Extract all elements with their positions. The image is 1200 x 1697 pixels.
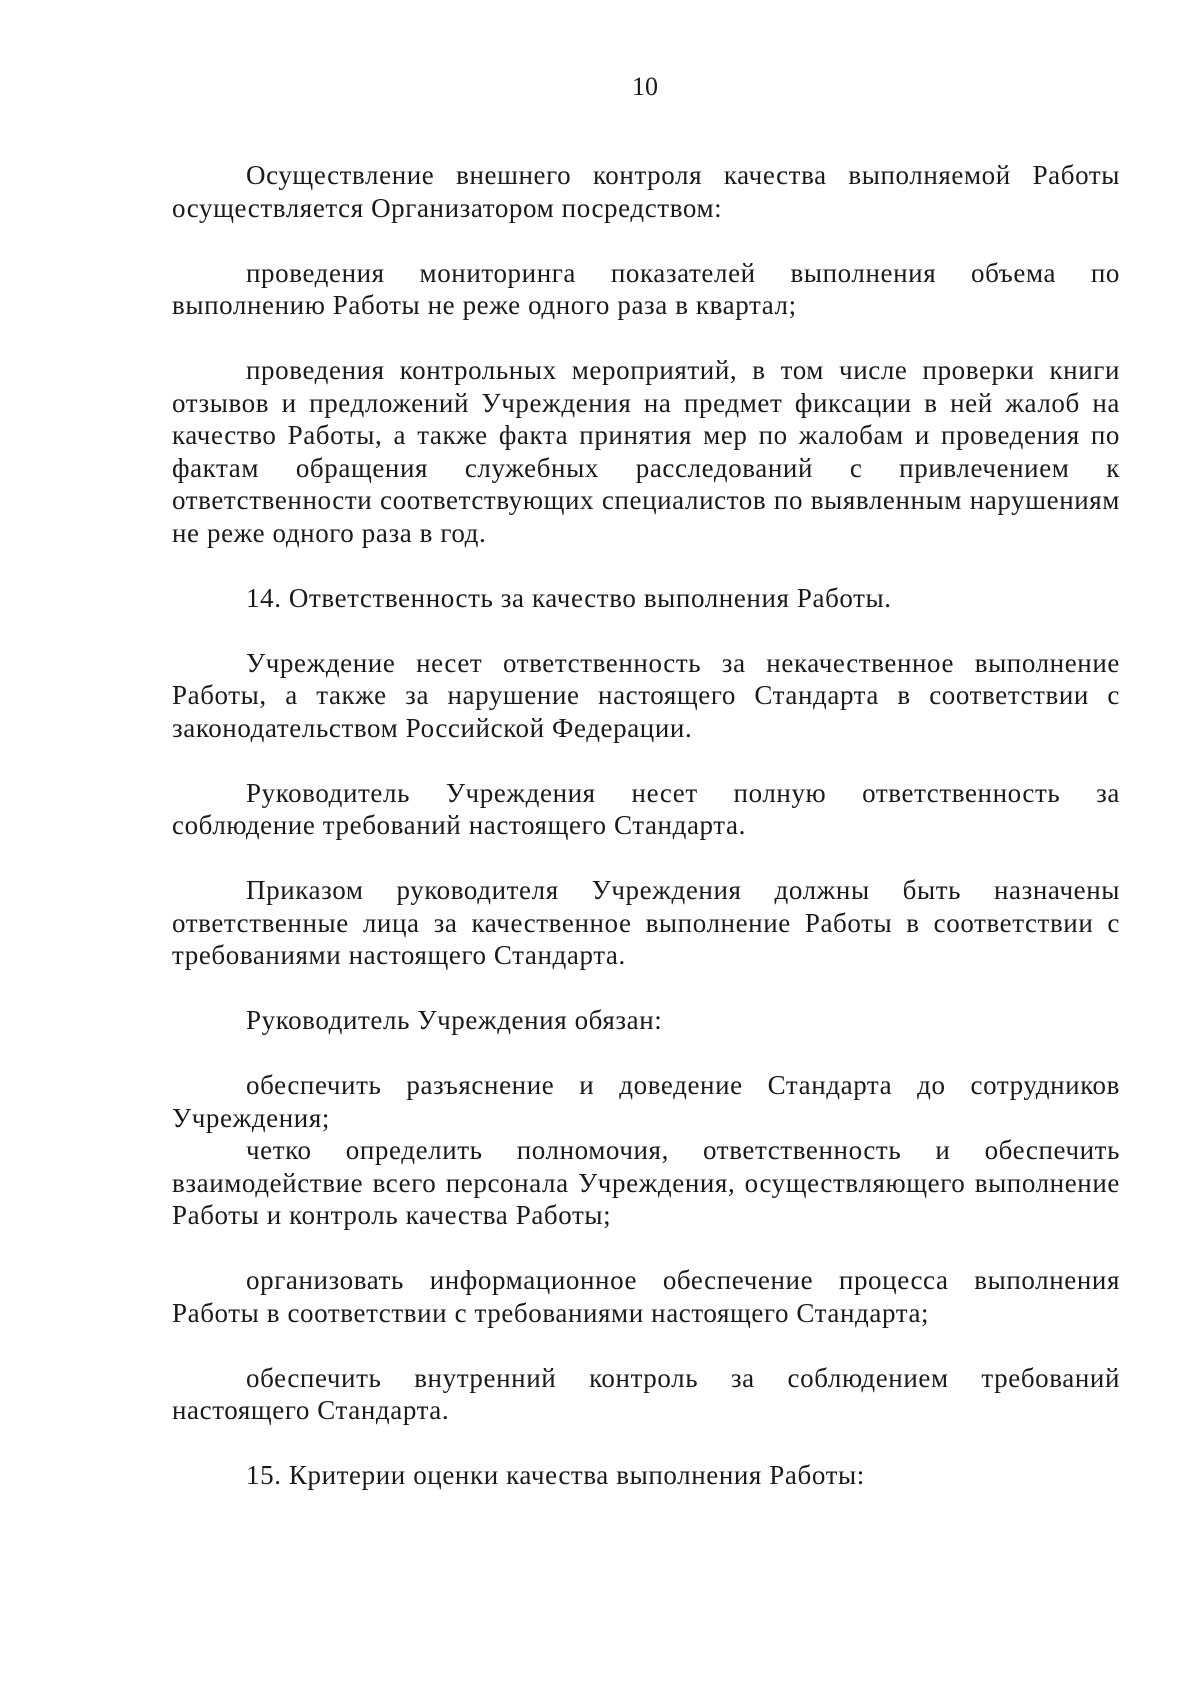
paragraph-head-obliged: Руководитель Учреждения обязан: xyxy=(246,1005,663,1035)
paragraph-monitoring: проведения мониторинга показателей выполнения объема по выполнению Работы не реже одного раза в квартал; xyxy=(172,257,1120,320)
paragraph-order-of-head: Приказом руководителя Учреждения должны быть назначены ответственные лица за качественное выполнение Работы в соответствии с требованиями настоящего Стандарта. xyxy=(172,875,1120,970)
section-heading-14: 14. Ответственность за качество выполнения Работы. xyxy=(246,582,892,613)
paragraph-institution-responsibility: Учреждение несет ответственность за некачественное выполнение Работы, а также за нарушение настоящего Стандарта в соответствии с законодательством Российской Федерации. xyxy=(172,647,1120,743)
section-heading-15: 15. Критерии оценки качества выполнения Работы: xyxy=(246,1460,865,1490)
paragraph-external-control: Осуществление внешнего контроля качества выполняемой Работы осуществляется Организатором посредством: xyxy=(172,160,1120,223)
list-item-internal-control: обеспечить внутренний контроль за соблюдением требований настоящего Стандарта. xyxy=(172,1362,1120,1425)
list-item-define-powers: четко определить полномочия, ответственность и обеспечить взаимодействие всего персонала Учреждения, осуществляющего выполнение Работы и контроль качества Работы; xyxy=(172,1135,1120,1230)
list-item-information-support: организовать информационное обеспечение процесса выполнения Работы в соответствии с требованиями настоящего Стандарта; xyxy=(172,1265,1120,1328)
document-body xyxy=(172,159,1120,1524)
list-item-explain-standard: обеспечить разъяснение и доведение Стандарта до сотрудников Учреждения; xyxy=(172,1070,1120,1133)
paragraph-head-responsibility: Руководитель Учреждения несет полную ответственность за соблюдение требований настоящего Стандарта. xyxy=(172,777,1120,840)
paragraph-control-measures: проведения контрольных мероприятий, в том числе проверки книги отзывов и предложений Учреждения на предмет фиксации в ней жалоб на качество Работы, а также факта принятия мер по жалобам и проведения по фактам обращения служебных расследований с привлечением к ответственности соответствующих специалистов по выявленным нарушениям не реже одного раза в год. xyxy=(172,355,1120,548)
page-number: 10 xyxy=(632,72,658,101)
